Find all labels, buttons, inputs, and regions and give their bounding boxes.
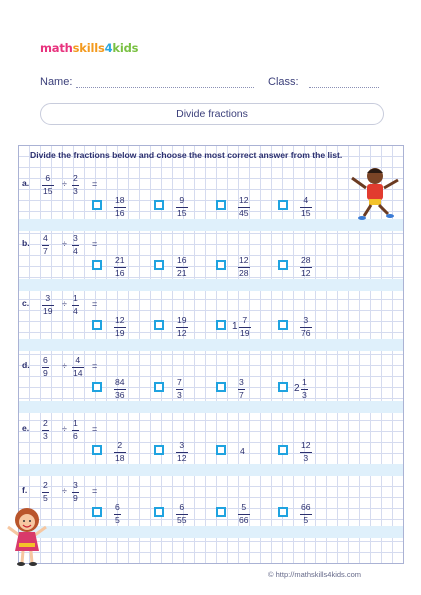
class-line[interactable] [309, 78, 379, 88]
answer-option-denominator: 12 [177, 327, 187, 338]
answer-option [300, 503, 312, 524]
answer-option [114, 378, 126, 399]
copyright-footer: © http://mathskills4kids.com [268, 570, 362, 579]
answer-option-denominator: 18 [115, 452, 125, 463]
answer-option-numerator: 5 [241, 502, 247, 512]
answer-checkbox[interactable] [278, 382, 288, 392]
divide-sign: ÷ [62, 361, 67, 371]
answer-option-denominator: 55 [177, 514, 187, 525]
answer-checkbox[interactable] [216, 507, 226, 517]
equals-sign: = [92, 486, 98, 496]
answer-option-numerator: 28 [301, 255, 311, 265]
answer-option [300, 256, 312, 277]
answer-checkbox[interactable] [92, 200, 102, 210]
answer-checkbox[interactable] [278, 507, 288, 517]
name-line[interactable] [76, 78, 254, 88]
answer-option-numerator: 1 [302, 377, 307, 387]
answer-checkbox[interactable] [216, 445, 226, 455]
row-band [19, 464, 403, 476]
problem-label: e. [22, 423, 30, 433]
row-band [19, 526, 403, 538]
answer-option-numerator: 84 [115, 377, 125, 387]
answer-option-denominator: 19 [240, 327, 250, 338]
answer-option-denominator: 3 [177, 389, 182, 400]
problem-fraction-1 [42, 481, 49, 502]
name-field [40, 76, 254, 88]
answer-checkbox[interactable] [278, 320, 288, 330]
answer-option-denominator: 19 [115, 327, 125, 338]
problem-fraction-1-denominator: 19 [43, 305, 53, 316]
answer-checkbox[interactable] [278, 260, 288, 270]
problem-fraction-1-denominator: 5 [43, 492, 48, 503]
answer-option-denominator: 3 [302, 389, 307, 400]
answer-option [238, 196, 250, 217]
answer-checkbox[interactable] [92, 382, 102, 392]
problem-fraction-1 [42, 294, 54, 315]
problem-fraction-2-denominator: 4 [73, 245, 78, 256]
divide-sign: ÷ [62, 424, 67, 434]
answer-option [300, 441, 312, 462]
answer-option-numerator: 7 [177, 377, 182, 387]
answer-option-numerator: 12 [239, 195, 249, 205]
answer-option-numerator: 18 [115, 195, 125, 205]
answer-option-denominator: 7 [239, 389, 244, 400]
answer-checkbox[interactable] [154, 260, 164, 270]
answer-option-numerator: 3 [303, 315, 309, 325]
problem-fraction-1 [42, 234, 49, 255]
answer-option [238, 503, 250, 524]
answer-option-denominator: 76 [301, 327, 311, 338]
answer-option-numerator: 2 [117, 440, 123, 450]
answer-option [114, 196, 126, 217]
instructions-text: Divide the fractions below and choose the most correct answer from the list. [30, 150, 343, 160]
answer-option-numerator: 9 [179, 195, 185, 205]
answer-checkbox[interactable] [92, 507, 102, 517]
problem-label: f. [22, 485, 28, 495]
equals-sign: = [92, 179, 98, 189]
boy-illustration [348, 162, 402, 222]
problem-fraction-1 [42, 419, 49, 440]
answer-option-denominator: 45 [239, 207, 249, 218]
answer-option-numerator: 12 [239, 255, 249, 265]
row-band [19, 219, 403, 231]
problem-fraction-2-numerator: 1 [73, 418, 78, 428]
problem-fraction-2-numerator: 3 [73, 233, 78, 243]
worksheet-title [40, 103, 384, 125]
answer-option [114, 441, 126, 462]
divide-sign: ÷ [62, 179, 67, 189]
answer-option [176, 503, 188, 524]
equals-sign: = [92, 299, 98, 309]
answer-checkbox[interactable] [278, 200, 288, 210]
answer-checkbox[interactable] [154, 507, 164, 517]
answer-option [300, 316, 312, 337]
answer-checkbox[interactable] [154, 320, 164, 330]
answer-option-numerator: 7 [242, 315, 248, 325]
answer-option-denominator: 36 [115, 389, 125, 400]
problem-fraction-2 [72, 481, 79, 502]
answer-whole-number: 2 [294, 383, 300, 394]
answer-option [301, 378, 308, 399]
answer-option-denominator: 5 [303, 514, 309, 525]
problem-fraction-2 [72, 234, 79, 255]
problem-fraction-1-numerator: 3 [45, 293, 51, 303]
problem-label: c. [22, 298, 30, 308]
problem-fraction-2-denominator: 9 [73, 492, 78, 503]
problem-fraction-2-numerator: 4 [75, 355, 81, 365]
problem-fraction-1 [42, 356, 49, 377]
problem-fraction-1 [42, 174, 54, 195]
answer-option [239, 316, 251, 337]
problem-fraction-2-denominator: 14 [73, 367, 83, 378]
problem-fraction-1-denominator: 9 [43, 367, 48, 378]
row-band [19, 279, 403, 291]
answer-option-numerator: 12 [115, 315, 125, 325]
answer-option-denominator: 3 [303, 452, 309, 463]
answer-option-numerator: 4 [303, 195, 309, 205]
answer-checkbox[interactable] [216, 260, 226, 270]
answer-checkbox[interactable] [216, 200, 226, 210]
problem-fraction-1-numerator: 6 [43, 355, 48, 365]
site-logo [40, 40, 138, 56]
answer-option: 4 [240, 446, 245, 456]
answer-checkbox[interactable] [154, 445, 164, 455]
divide-sign: ÷ [62, 486, 67, 496]
problem-fraction-1-denominator: 3 [43, 430, 48, 441]
problem-fraction-2-denominator: 6 [73, 430, 78, 441]
equals-sign: = [92, 424, 98, 434]
class-field [268, 76, 379, 88]
answer-option-numerator: 3 [239, 377, 244, 387]
problem-fraction-1-numerator: 2 [43, 480, 48, 490]
logo-text: mathskills4kids [40, 41, 139, 55]
problem-label: a. [22, 178, 30, 188]
answer-option [238, 378, 245, 399]
answer-option [176, 378, 183, 399]
problem-fraction-2-numerator: 1 [73, 293, 78, 303]
answer-option-denominator: 16 [115, 267, 125, 278]
answer-option-denominator: 21 [177, 267, 187, 278]
answer-option-numerator: 3 [179, 440, 185, 450]
divide-sign: ÷ [62, 299, 67, 309]
answer-option [300, 196, 312, 217]
answer-option-denominator: 12 [177, 452, 187, 463]
equals-sign: = [92, 361, 98, 371]
answer-option-denominator: 66 [239, 514, 249, 525]
girl-illustration [4, 505, 50, 567]
divide-sign: ÷ [62, 239, 67, 249]
problem-fraction-1-numerator: 6 [45, 173, 51, 183]
problem-fraction-1-denominator: 15 [43, 185, 53, 196]
answer-option-numerator: 6 [115, 502, 120, 512]
name-label: Name: [40, 76, 73, 88]
answer-option [114, 256, 126, 277]
problem-label: d. [22, 360, 30, 370]
problem-label: b. [22, 238, 30, 248]
answer-option [176, 316, 188, 337]
problem-fraction-2-numerator: 3 [73, 480, 78, 490]
problem-fraction-1-numerator: 2 [43, 418, 48, 428]
problem-fraction-2 [72, 174, 79, 195]
answer-option-denominator: 15 [301, 207, 311, 218]
answer-option-denominator: 12 [301, 267, 311, 278]
problem-fraction-2-denominator: 4 [73, 305, 78, 316]
answer-option [176, 256, 188, 277]
answer-option [238, 256, 250, 277]
problem-fraction-1-numerator: 4 [43, 233, 48, 243]
answer-option [176, 196, 188, 217]
answer-checkbox[interactable] [154, 382, 164, 392]
answer-option-numerator: 66 [301, 502, 311, 512]
answer-option-denominator: 15 [177, 207, 187, 218]
answer-checkbox[interactable] [216, 320, 226, 330]
answer-option-numerator: 19 [177, 315, 187, 325]
class-label: Class: [268, 76, 299, 88]
answer-checkbox[interactable] [92, 445, 102, 455]
answer-option [176, 441, 188, 462]
problem-fraction-2 [72, 294, 79, 315]
answer-option-denominator: 5 [115, 514, 120, 525]
answer-option-numerator: 6 [179, 502, 185, 512]
answer-checkbox[interactable] [154, 200, 164, 210]
answer-option-numerator: 21 [115, 255, 125, 265]
problem-fraction-2-numerator: 2 [73, 173, 78, 183]
problem-fraction-2-denominator: 3 [73, 185, 78, 196]
row-band [19, 339, 403, 351]
problem-fraction-1-denominator: 7 [43, 245, 48, 256]
answer-option-numerator: 16 [177, 255, 187, 265]
worksheet-title-text: Divide fractions [176, 108, 248, 120]
answer-option-denominator: 16 [115, 207, 125, 218]
answer-whole-number: 1 [232, 321, 238, 332]
answer-option-numerator: 12 [301, 440, 311, 450]
answer-option [114, 316, 126, 337]
equals-sign: = [92, 239, 98, 249]
answer-checkbox[interactable] [278, 445, 288, 455]
answer-option-denominator: 28 [239, 267, 249, 278]
problem-fraction-2 [72, 419, 79, 440]
row-band [19, 401, 403, 413]
answer-option [114, 503, 121, 524]
problem-fraction-2 [72, 356, 84, 377]
answer-checkbox[interactable] [92, 260, 102, 270]
answer-checkbox[interactable] [216, 382, 226, 392]
answer-checkbox[interactable] [92, 320, 102, 330]
